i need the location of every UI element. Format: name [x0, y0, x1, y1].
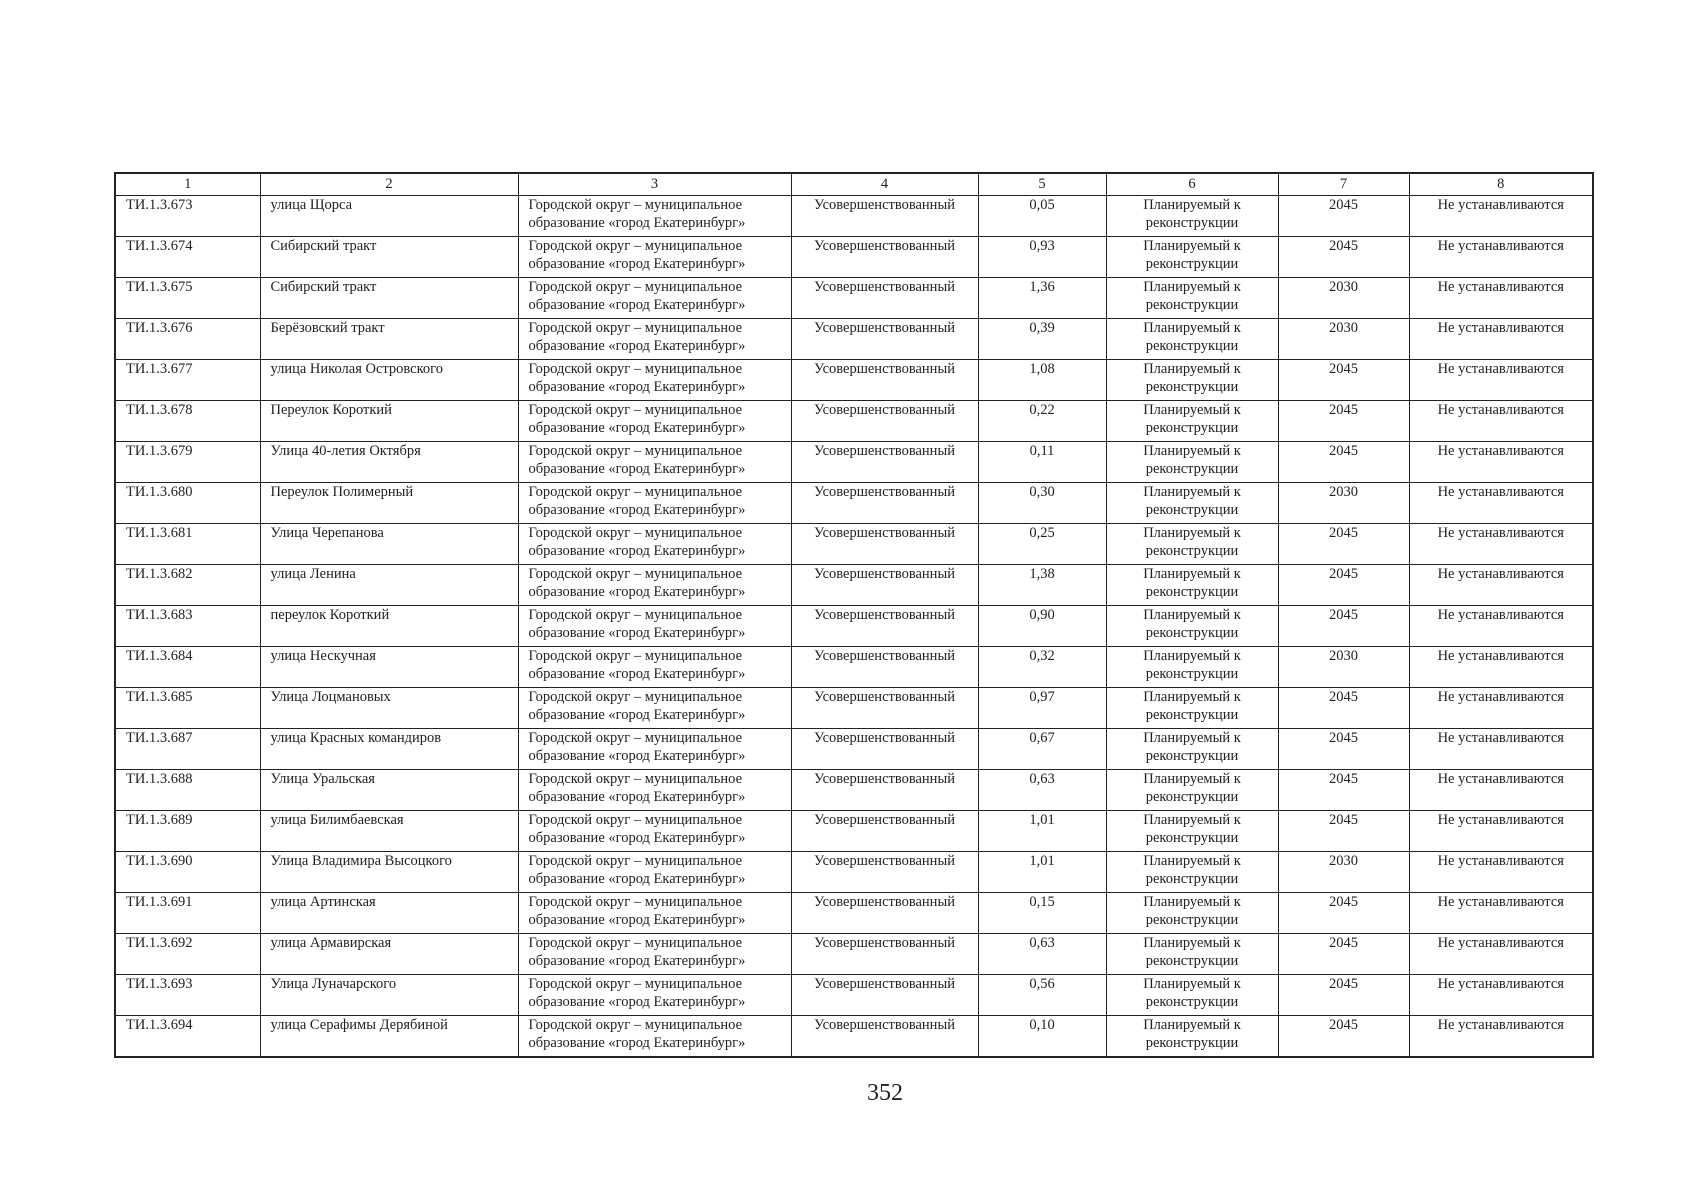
cell-municipality: Городской округ – муниципальное образование «город Екатеринбург» [518, 442, 791, 483]
cell-status: Планируемый к реконструкции [1106, 893, 1278, 934]
cell-street-name: улица Николая Островского [260, 360, 518, 401]
cell-row-id: ТИ.1.3.689 [115, 811, 260, 852]
cell-municipality: Городской округ – муниципальное образование «город Екатеринбург» [518, 852, 791, 893]
cell-road-surface-type: Усовершенствованный [791, 1016, 978, 1057]
cell-restrictions: Не устанавливаются [1409, 811, 1593, 852]
cell-road-surface-type: Усовершенствованный [791, 811, 978, 852]
cell-length-km: 0,90 [978, 606, 1106, 647]
table-row [115, 401, 1593, 442]
table-row [115, 360, 1593, 401]
cell-year: 2030 [1278, 278, 1409, 319]
cell-road-surface-type: Усовершенствованный [791, 278, 978, 319]
cell-length-km: 0,39 [978, 319, 1106, 360]
page-number: 352 [867, 1080, 903, 1106]
cell-restrictions: Не устанавливаются [1409, 524, 1593, 565]
column-header-2: 2 [260, 173, 518, 196]
cell-street-name: Сибирский тракт [260, 237, 518, 278]
cell-length-km: 0,63 [978, 770, 1106, 811]
cell-road-surface-type: Усовершенствованный [791, 770, 978, 811]
cell-length-km: 0,67 [978, 729, 1106, 770]
cell-restrictions: Не устанавливаются [1409, 934, 1593, 975]
cell-municipality: Городской округ – муниципальное образование «город Екатеринбург» [518, 483, 791, 524]
table-body [115, 196, 1593, 1057]
cell-status: Планируемый к реконструкции [1106, 442, 1278, 483]
cell-year: 2045 [1278, 401, 1409, 442]
cell-year: 2045 [1278, 811, 1409, 852]
cell-street-name: улица Билимбаевская [260, 811, 518, 852]
cell-street-name: Переулок Короткий [260, 401, 518, 442]
cell-row-id: ТИ.1.3.693 [115, 975, 260, 1016]
cell-municipality: Городской округ – муниципальное образование «город Екатеринбург» [518, 770, 791, 811]
table-row [115, 729, 1593, 770]
column-header-5: 5 [978, 173, 1106, 196]
cell-length-km: 0,22 [978, 401, 1106, 442]
cell-restrictions: Не устанавливаются [1409, 770, 1593, 811]
cell-row-id: ТИ.1.3.687 [115, 729, 260, 770]
cell-length-km: 1,36 [978, 278, 1106, 319]
cell-restrictions: Не устанавливаются [1409, 729, 1593, 770]
cell-year: 2045 [1278, 237, 1409, 278]
cell-status: Планируемый к реконструкции [1106, 934, 1278, 975]
cell-length-km: 0,56 [978, 975, 1106, 1016]
cell-street-name: Сибирский тракт [260, 278, 518, 319]
cell-municipality: Городской округ – муниципальное образование «город Екатеринбург» [518, 647, 791, 688]
cell-row-id: ТИ.1.3.682 [115, 565, 260, 606]
cell-street-name: улица Красных командиров [260, 729, 518, 770]
cell-street-name: улица Ленина [260, 565, 518, 606]
cell-restrictions: Не устанавливаются [1409, 278, 1593, 319]
cell-road-surface-type: Усовершенствованный [791, 442, 978, 483]
cell-length-km: 0,05 [978, 196, 1106, 237]
cell-row-id: ТИ.1.3.677 [115, 360, 260, 401]
column-header-7: 7 [1278, 173, 1409, 196]
cell-street-name: Улица 40-летия Октября [260, 442, 518, 483]
cell-status: Планируемый к реконструкции [1106, 319, 1278, 360]
cell-status: Планируемый к реконструкции [1106, 852, 1278, 893]
cell-year: 2045 [1278, 729, 1409, 770]
cell-municipality: Городской округ – муниципальное образование «город Екатеринбург» [518, 278, 791, 319]
cell-year: 2045 [1278, 524, 1409, 565]
cell-restrictions: Не устанавливаются [1409, 565, 1593, 606]
cell-street-name: Переулок Полимерный [260, 483, 518, 524]
cell-restrictions: Не устанавливаются [1409, 975, 1593, 1016]
cell-street-name: Улица Лоцмановых [260, 688, 518, 729]
cell-road-surface-type: Усовершенствованный [791, 647, 978, 688]
cell-road-surface-type: Усовершенствованный [791, 483, 978, 524]
table-row [115, 1016, 1593, 1057]
cell-restrictions: Не устанавливаются [1409, 319, 1593, 360]
cell-row-id: ТИ.1.3.691 [115, 893, 260, 934]
infrastructure-table [114, 172, 1594, 1058]
cell-street-name: Улица Уральская [260, 770, 518, 811]
column-header-3: 3 [518, 173, 791, 196]
table-row [115, 852, 1593, 893]
cell-length-km: 0,30 [978, 483, 1106, 524]
cell-street-name: улица Нескучная [260, 647, 518, 688]
cell-status: Планируемый к реконструкции [1106, 237, 1278, 278]
cell-year: 2045 [1278, 934, 1409, 975]
cell-street-name: Улица Владимира Высоцкого [260, 852, 518, 893]
cell-municipality: Городской округ – муниципальное образование «город Екатеринбург» [518, 729, 791, 770]
cell-municipality: Городской округ – муниципальное образование «город Екатеринбург» [518, 401, 791, 442]
column-header-6: 6 [1106, 173, 1278, 196]
table-row [115, 770, 1593, 811]
cell-road-surface-type: Усовершенствованный [791, 688, 978, 729]
cell-road-surface-type: Усовершенствованный [791, 524, 978, 565]
cell-status: Планируемый к реконструкции [1106, 483, 1278, 524]
cell-municipality: Городской округ – муниципальное образование «город Екатеринбург» [518, 237, 791, 278]
cell-length-km: 1,01 [978, 811, 1106, 852]
cell-municipality: Городской округ – муниципальное образование «город Екатеринбург» [518, 811, 791, 852]
cell-status: Планируемый к реконструкции [1106, 1016, 1278, 1057]
cell-municipality: Городской округ – муниципальное образование «город Екатеринбург» [518, 565, 791, 606]
cell-restrictions: Не устанавливаются [1409, 688, 1593, 729]
cell-status: Планируемый к реконструкции [1106, 278, 1278, 319]
cell-length-km: 0,63 [978, 934, 1106, 975]
cell-municipality: Городской округ – муниципальное образование «город Екатеринбург» [518, 975, 791, 1016]
cell-road-surface-type: Усовершенствованный [791, 319, 978, 360]
cell-street-name: улица Армавирская [260, 934, 518, 975]
table-row [115, 688, 1593, 729]
table-row [115, 483, 1593, 524]
cell-street-name: переулок Короткий [260, 606, 518, 647]
cell-status: Планируемый к реконструкции [1106, 360, 1278, 401]
cell-road-surface-type: Усовершенствованный [791, 360, 978, 401]
table-row [115, 278, 1593, 319]
cell-street-name: улица Щорса [260, 196, 518, 237]
cell-row-id: ТИ.1.3.676 [115, 319, 260, 360]
cell-row-id: ТИ.1.3.685 [115, 688, 260, 729]
cell-municipality: Городской округ – муниципальное образование «город Екатеринбург» [518, 319, 791, 360]
column-header-1: 1 [115, 173, 260, 196]
table-row [115, 893, 1593, 934]
cell-row-id: ТИ.1.3.673 [115, 196, 260, 237]
cell-status: Планируемый к реконструкции [1106, 565, 1278, 606]
table-row [115, 442, 1593, 483]
cell-row-id: ТИ.1.3.692 [115, 934, 260, 975]
cell-row-id: ТИ.1.3.680 [115, 483, 260, 524]
cell-length-km: 1,38 [978, 565, 1106, 606]
table-header-row [115, 173, 1593, 196]
cell-restrictions: Не устанавливаются [1409, 442, 1593, 483]
cell-status: Планируемый к реконструкции [1106, 524, 1278, 565]
cell-length-km: 0,93 [978, 237, 1106, 278]
cell-row-id: ТИ.1.3.690 [115, 852, 260, 893]
cell-municipality: Городской округ – муниципальное образование «город Екатеринбург» [518, 893, 791, 934]
cell-year: 2045 [1278, 1016, 1409, 1057]
column-header-4: 4 [791, 173, 978, 196]
cell-length-km: 0,25 [978, 524, 1106, 565]
cell-road-surface-type: Усовершенствованный [791, 975, 978, 1016]
cell-year: 2045 [1278, 360, 1409, 401]
cell-row-id: ТИ.1.3.678 [115, 401, 260, 442]
cell-street-name: Улица Черепанова [260, 524, 518, 565]
cell-year: 2045 [1278, 606, 1409, 647]
cell-row-id: ТИ.1.3.684 [115, 647, 260, 688]
cell-road-surface-type: Усовершенствованный [791, 606, 978, 647]
cell-municipality: Городской округ – муниципальное образование «город Екатеринбург» [518, 196, 791, 237]
cell-year: 2045 [1278, 196, 1409, 237]
cell-status: Планируемый к реконструкции [1106, 770, 1278, 811]
cell-municipality: Городской округ – муниципальное образование «город Екатеринбург» [518, 360, 791, 401]
table-row [115, 319, 1593, 360]
cell-status: Планируемый к реконструкции [1106, 401, 1278, 442]
cell-length-km: 0,11 [978, 442, 1106, 483]
cell-restrictions: Не устанавливаются [1409, 483, 1593, 524]
table-row [115, 606, 1593, 647]
table-row [115, 811, 1593, 852]
cell-road-surface-type: Усовершенствованный [791, 196, 978, 237]
cell-length-km: 1,01 [978, 852, 1106, 893]
table-row [115, 237, 1593, 278]
cell-row-id: ТИ.1.3.688 [115, 770, 260, 811]
cell-row-id: ТИ.1.3.674 [115, 237, 260, 278]
cell-municipality: Городской округ – муниципальное образование «город Екатеринбург» [518, 934, 791, 975]
cell-road-surface-type: Усовершенствованный [791, 934, 978, 975]
table-row [115, 565, 1593, 606]
cell-year: 2045 [1278, 893, 1409, 934]
cell-restrictions: Не устанавливаются [1409, 360, 1593, 401]
cell-street-name: улица Серафимы Дерябиной [260, 1016, 518, 1057]
cell-street-name: Улица Луначарского [260, 975, 518, 1016]
cell-status: Планируемый к реконструкции [1106, 729, 1278, 770]
cell-municipality: Городской округ – муниципальное образование «город Екатеринбург» [518, 1016, 791, 1057]
cell-length-km: 1,08 [978, 360, 1106, 401]
cell-restrictions: Не устанавливаются [1409, 196, 1593, 237]
cell-row-id: ТИ.1.3.683 [115, 606, 260, 647]
cell-row-id: ТИ.1.3.694 [115, 1016, 260, 1057]
column-header-8: 8 [1409, 173, 1593, 196]
cell-year: 2045 [1278, 565, 1409, 606]
cell-year: 2030 [1278, 319, 1409, 360]
cell-year: 2030 [1278, 647, 1409, 688]
table-row [115, 934, 1593, 975]
cell-row-id: ТИ.1.3.681 [115, 524, 260, 565]
cell-restrictions: Не устанавливаются [1409, 606, 1593, 647]
cell-status: Планируемый к реконструкции [1106, 196, 1278, 237]
cell-year: 2030 [1278, 483, 1409, 524]
cell-municipality: Городской округ – муниципальное образование «город Екатеринбург» [518, 524, 791, 565]
cell-year: 2045 [1278, 688, 1409, 729]
cell-year: 2030 [1278, 852, 1409, 893]
cell-status: Планируемый к реконструкции [1106, 606, 1278, 647]
cell-year: 2045 [1278, 975, 1409, 1016]
cell-municipality: Городской округ – муниципальное образование «город Екатеринбург» [518, 688, 791, 729]
cell-road-surface-type: Усовершенствованный [791, 401, 978, 442]
cell-status: Планируемый к реконструкции [1106, 688, 1278, 729]
table-row [115, 524, 1593, 565]
cell-row-id: ТИ.1.3.675 [115, 278, 260, 319]
cell-length-km: 0,97 [978, 688, 1106, 729]
cell-road-surface-type: Усовершенствованный [791, 237, 978, 278]
cell-restrictions: Не устанавливаются [1409, 893, 1593, 934]
cell-status: Планируемый к реконструкции [1106, 647, 1278, 688]
cell-restrictions: Не устанавливаются [1409, 647, 1593, 688]
cell-restrictions: Не устанавливаются [1409, 401, 1593, 442]
cell-road-surface-type: Усовершенствованный [791, 729, 978, 770]
cell-street-name: улица Артинская [260, 893, 518, 934]
cell-length-km: 0,10 [978, 1016, 1106, 1057]
cell-restrictions: Не устанавливаются [1409, 237, 1593, 278]
cell-restrictions: Не устанавливаются [1409, 852, 1593, 893]
table-row [115, 196, 1593, 237]
cell-length-km: 0,32 [978, 647, 1106, 688]
cell-length-km: 0,15 [978, 893, 1106, 934]
table-row [115, 647, 1593, 688]
table-row [115, 975, 1593, 1016]
cell-year: 2045 [1278, 442, 1409, 483]
cell-year: 2045 [1278, 770, 1409, 811]
cell-road-surface-type: Усовершенствованный [791, 893, 978, 934]
cell-street-name: Берёзовский тракт [260, 319, 518, 360]
cell-road-surface-type: Усовершенствованный [791, 852, 978, 893]
cell-municipality: Городской округ – муниципальное образование «город Екатеринбург» [518, 606, 791, 647]
cell-status: Планируемый к реконструкции [1106, 811, 1278, 852]
cell-status: Планируемый к реконструкции [1106, 975, 1278, 1016]
cell-row-id: ТИ.1.3.679 [115, 442, 260, 483]
cell-restrictions: Не устанавливаются [1409, 1016, 1593, 1057]
cell-road-surface-type: Усовершенствованный [791, 565, 978, 606]
